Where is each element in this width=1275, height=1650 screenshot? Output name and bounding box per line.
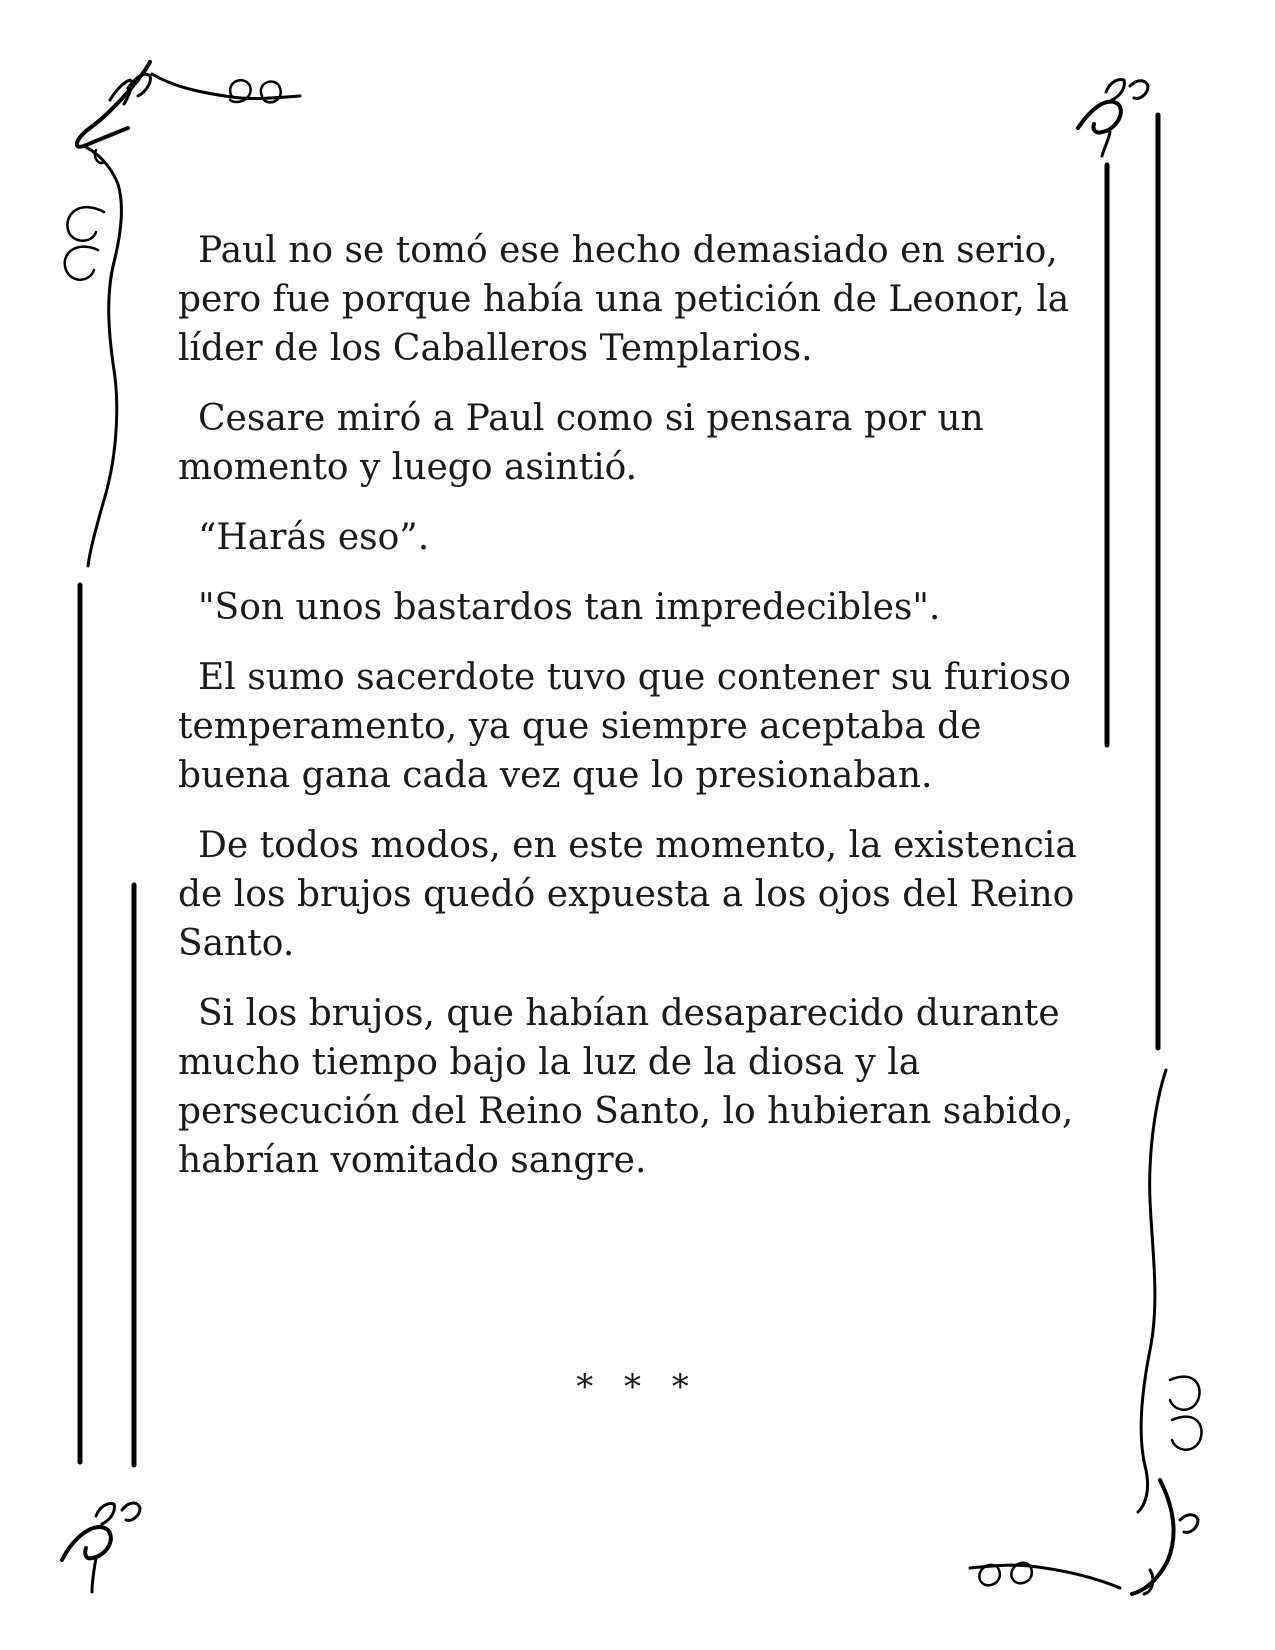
- scene-separator: * * *: [576, 1367, 699, 1407]
- paragraph-7: Si los brujos, que habían desaparecido durante mucho tiempo bajo la luz de la diosa y la persecución del Reino Santo, lo hubieran sabido, habrían vomitado sangre.: [178, 993, 1074, 1181]
- body-text: [178, 226, 1098, 1206]
- bottom-left-flourish: [62, 1503, 140, 1592]
- paragraph-4: "Son unos bastardos tan impredecibles".: [198, 587, 941, 628]
- paragraph-3: “Harás eso”.: [198, 517, 430, 558]
- paragraph-1: Paul no se tomó ese hecho demasiado en serio, pero fue porque había una petición de Leonor, la líder de los Caballeros Templarios.: [178, 230, 1070, 369]
- paragraph-5: El sumo sacerdote tuvo que contener su furioso temperamento, ya que siempre aceptaba de buena gana cada vez que lo presionaban.: [178, 657, 1071, 796]
- paragraph-2: Cesare miró a Paul como si pensara por un momento y luego asintió.: [178, 398, 984, 488]
- paragraph-6: De todos modos, en este momento, la existencia de los brujos quedó expuesta a los ojos del Reino Santo.: [178, 825, 1077, 964]
